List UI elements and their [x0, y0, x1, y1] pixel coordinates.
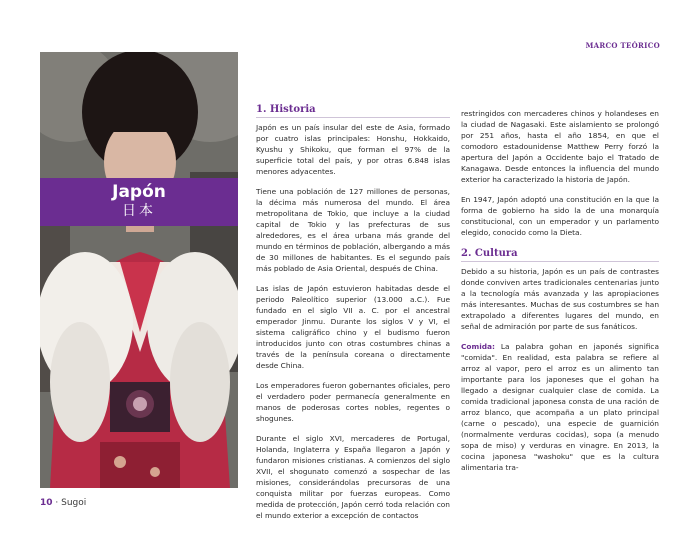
paragraph: Tiene una población de 127 millones de personas, la décima más numerosa del mundo. El área metropolitana de Tokio, que incluye a la ciudad capital de Tokio y las prefecturas de sus alrededores, es el área urbana más grande del mundo en términos de población, albergando a más de 30 millones de habitantes. Es el segundo país más poblado de Asia Oriental, después de China. [256, 187, 450, 273]
paragraph: Durante el siglo XVI, mercaderes de Portugal, Holanda, Inglaterra y España llegaron a Japón y fundaron misiones cristianas. A comienzos del siglo XVII, el shogunato comenzó a sospechar de las misiones, considerándolas precursoras de una conquista militar por fuerzas europeas. Como medida de protección, Japón cerró toda relación con el mundo exterior a excepción de contactos [256, 434, 450, 520]
footer-separator: · [52, 498, 62, 508]
paragraph: Los emperadores fueron gobernantes oficiales, pero el verdadero poder permanecía generalmente en manos de poderosas cortes nobles, regentes o shogunes. [256, 381, 450, 423]
section-title-historia: 1. Historia [256, 104, 450, 118]
text-column-right [461, 108, 659, 482]
comida-text: La palabra gohan en japonés significa "comida". En realidad, esta palabra se refiere al arroz al vapor, pero el arroz es un alimento tan importante para los japoneses que el gohan ha llegado a designar cualquier clase de comida. La comida tradicional japonesa consta de una ración de arroz blanco, que acompaña a un plato principal (carne o pescado), una especie de guarnición (normalmente verduras cocidas), sopa (a menudo sopa de miso) y verduras en vinagre. En 2013, la cocina japonesa "washoku" que es la cultura alimentaria tra- [461, 342, 659, 472]
paragraph: Las islas de Japón estuvieron habitadas desde el periodo Paleolítico superior (13.000 a.C.). Fue fundado en el siglo VII a. C. por el ancestral emperador Jinmu. Durante los siglos V y VI, el sistema caligráfico chino y el budismo fueron introducidos junto con otras costumbres chinas a través de la península coreana o directamente desde China. [256, 284, 450, 370]
section-header-tag: MARCO TEÓRICO [585, 41, 660, 50]
page-number: 10 [40, 498, 53, 508]
kimono-photo [40, 52, 238, 488]
paragraph: En 1947, Japón adoptó una constitución en la que la forma de gobierno ha sido la de una monarquía constitucional, con un emperador y un parlamento elegido, conocido como la Dieta. [461, 195, 659, 237]
banner-kanji: 日本 [122, 203, 156, 219]
paragraph-comida [461, 341, 659, 473]
publication-name: Sugoi [61, 498, 87, 508]
banner-title: Japón [112, 182, 166, 202]
country-banner [40, 178, 238, 226]
page-footer [40, 498, 86, 508]
paragraph: Japón es un país insular del este de Asia, formado por cuatro islas principales: Honshu, Hokkaido, Kyushu y Shikoku, que forman el 97% de la superficie total del país, y por otras 6.848 islas menores adyacentes. [256, 123, 450, 176]
text-column-left [256, 104, 450, 530]
section-title-cultura: 2. Cultura [461, 248, 659, 262]
paragraph: restringidos con mercaderes chinos y holandeses en la ciudad de Nagasaki. Este aislamiento se prolongó por 251 años, hasta el año 1854, en que el comodoro estadounidense Matthew Perry forzó la apertura del Japón a Occidente bajo el Tratado de Kanagawa. Desde entonces la influencia del mundo exterior ha caracterizado la historia de Japón. [461, 109, 659, 184]
paragraph: Debido a su historia, Japón es un país de contrastes donde conviven artes tradicionales centenarias junto a la tecnología más avanzada y las apropiaciones más interesantes. Muchas de sus costumbres se han extrapolado a diferentes lugares del mundo, en señal de admiración por parte de sus fanáticos. [461, 267, 659, 331]
comida-label: Comida: [461, 342, 495, 351]
kimono-illustration [40, 52, 238, 488]
